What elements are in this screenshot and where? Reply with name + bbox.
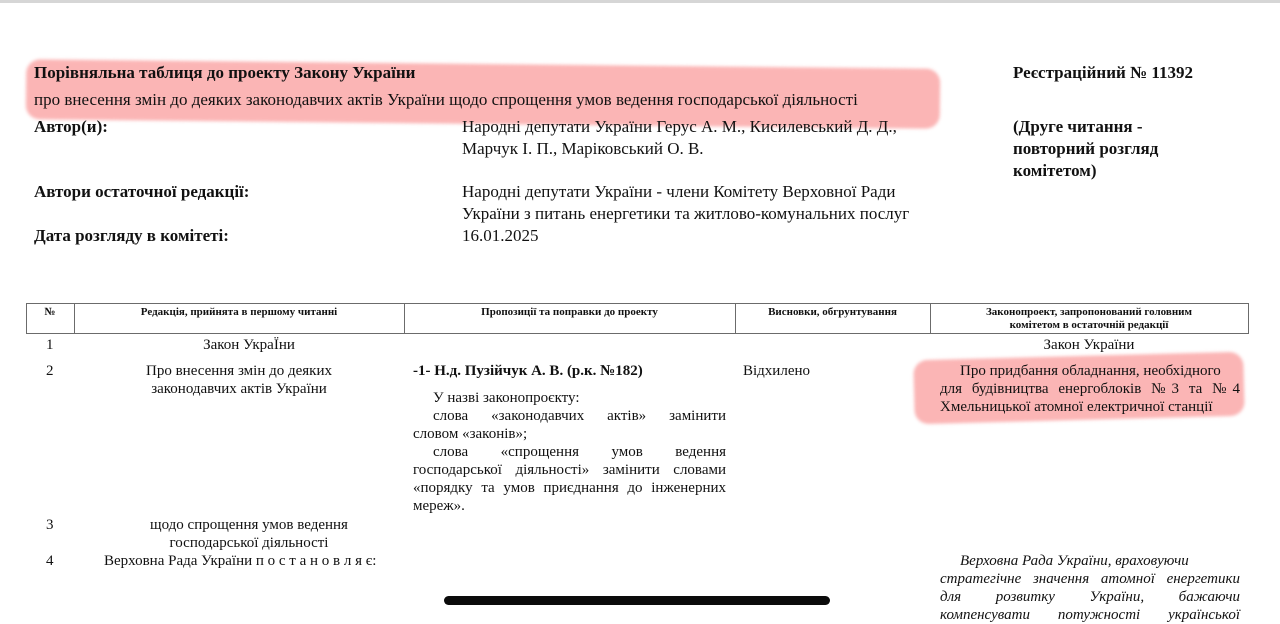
final-title-line-3: Хмельницької атомної електричної станції [940,399,1213,415]
registration-number: Реєстраційний № 11392 [1013,63,1193,82]
col-header-final-line-1: Законопроект, запропонований головним [985,306,1192,318]
first-reading-line-2: законодавчих актів України [151,381,327,397]
horizontal-scrollbar[interactable] [444,596,830,605]
final-title-line-2: для будівництва енергоблоків №3 та №4 [940,381,1240,397]
authors-label: Автор(и): [34,117,108,136]
review-date-value: 16.01.2025 [462,226,539,245]
col-header-conclusions: Висновки, обгрунтування [768,306,897,318]
proposal-line: У назві законопроєкту: [433,390,580,406]
first-reading-line-1: щодо спрощення умов ведення [150,517,348,533]
reading-note-2: повторний розгляд [1013,139,1159,158]
proposal-line: слова «законодавчих актів» замінити [433,408,726,424]
review-date-label: Дата розгляду в комітеті: [34,226,229,245]
proposal-line: «порядку та умов приєднання до інженерних [413,480,726,496]
first-reading-line-2: господарської діяльності [169,535,329,551]
final-authors-line-1: Народні депутати України - члени Комітету Верховної Ради [462,182,896,201]
row-number: 3 [46,517,54,533]
col-header-first-reading: Редакція, прийнята в першому читанні [140,306,338,318]
col-header-number: № [44,306,56,318]
first-reading-text: Верховна Рада України п о с т а н о в л я є: [104,553,377,569]
row-number: 4 [46,553,54,569]
proposal-line: мереж». [413,498,465,514]
row-number: 2 [46,363,54,379]
authors-line-1: Народні депутати України Герус А. М., Кисилевський Д. Д., [462,117,897,136]
reading-note-1: (Друге читання - [1013,117,1143,136]
first-reading-text: Закон УкраЇни [203,337,295,353]
first-reading-line-1: Про внесення змін до деяких [146,363,332,379]
proposal-line: словом «законів»; [413,426,528,442]
authors-line-2: Марчук І. П., Маріковський О. В. [462,139,704,158]
table-col-rule [1248,303,1249,334]
final-preamble-line-2: стратегічне значення атомної енергетики [940,571,1240,587]
reading-note-3: комітетом) [1013,161,1097,180]
proposal-author: -1- Н.д. Пузійчук А. В. (р.к. №182) [413,363,643,379]
final-text: Закон України [1043,337,1135,353]
conclusion-rejected: Відхилено [743,363,811,379]
col-header-final-line-2: комітетом в остаточній редакції [1009,319,1169,331]
final-preamble-line-4: компенсувати потужності української [940,607,1240,623]
doc-subtitle: про внесення змін до деяких законодавчих актів України щодо спрощення умов ведення господарської діяльності [34,90,858,109]
table-top-rule [26,303,1249,304]
final-preamble-line-1: Верховна Рада України, враховуючи [960,553,1189,569]
doc-title: Порівняльна таблиця до проекту Закону України [34,63,416,82]
col-header-proposals: Пропозиції та поправки до проекту [481,306,658,318]
final-title-line-1: Про придбання обладнання, необхідного [960,363,1221,379]
final-authors-line-2: України з питань енергетики та житлово-комунальних послуг [462,204,910,223]
proposal-line: господарської діяльності» замінити словами [413,462,726,478]
table-header-rule [26,333,1249,334]
proposal-line: слова «спрощення умов ведення [433,444,726,460]
window-top-edge [0,0,1280,3]
row-number: 1 [46,337,54,353]
final-preamble-line-3: для розвитку України, бажаючи [940,589,1240,605]
final-authors-label: Автори остаточної редакції: [34,182,250,201]
